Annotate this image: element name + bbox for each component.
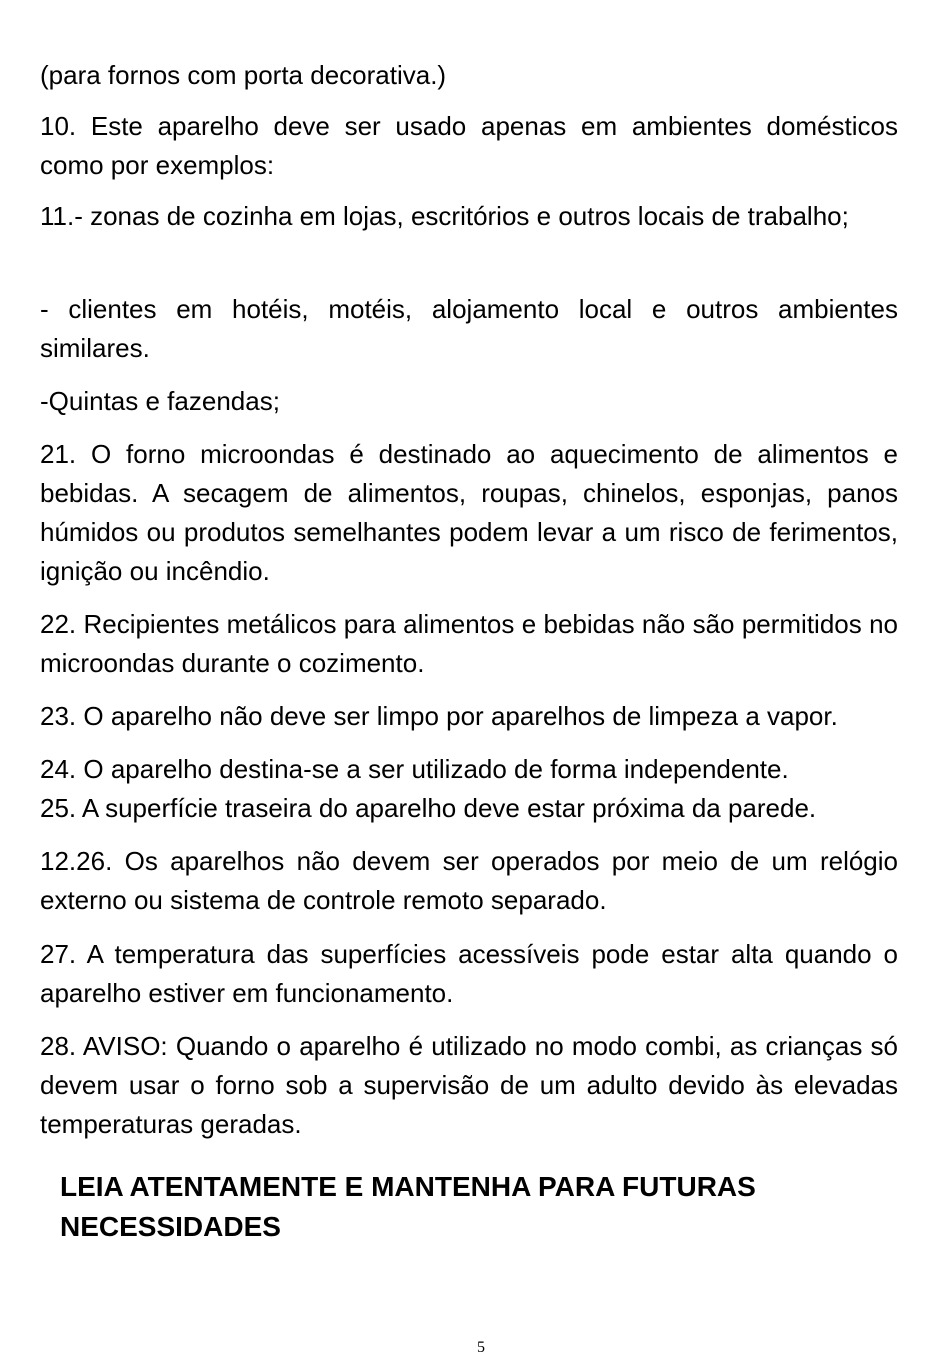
- paragraph-item-22: 22. Recipientes metálicos para alimentos e bebidas não são permitidos no microondas durante o cozimento.: [40, 609, 898, 678]
- paragraph-item-10: 10. Este aparelho deve ser usado apenas em ambientes domésticos como por exemplos:: [40, 111, 898, 180]
- paragraph-item-24: 24. O aparelho destina-se a ser utilizado de forma independente.: [40, 754, 789, 784]
- paragraph-item-23: 23. O aparelho não deve ser limpo por aparelhos de limpeza a vapor.: [40, 701, 838, 731]
- paragraph-item-26: 12.26. Os aparelhos não devem ser operados por meio de um relógio externo ou sistema de controle remoto separado.: [40, 846, 898, 915]
- page-number: 5: [477, 1339, 485, 1356]
- paragraph-hotel-clients: - clientes em hotéis, motéis, alojamento local e outros ambientes similares.: [40, 294, 898, 363]
- paragraph-decorative-door-note: (para fornos com porta decorativa.): [40, 60, 447, 90]
- paragraph-farms: -Quintas e fazendas;: [40, 386, 280, 416]
- read-carefully-heading: LEIA ATENTAMENTE E MANTENHA PARA FUTURAS NECESSIDADES: [60, 1171, 756, 1242]
- paragraph-item-21: 21. O forno microondas é destinado ao aquecimento de alimentos e bebidas. A secagem de alimentos, roupas, chinelos, esponjas, panos húmidos ou produtos semelhantes podem levar a um risco de ferimentos, ignição ou incêndio.: [40, 439, 898, 586]
- paragraph-item-25: 25. A superfície traseira do aparelho deve estar próxima da parede.: [40, 793, 817, 823]
- paragraph-item-28-warning: 28. AVISO: Quando o aparelho é utilizado no modo combi, as crianças só devem usar o forno sob a supervisão de um adulto devido às elevadas temperaturas geradas.: [40, 1031, 898, 1139]
- paragraph-item-11: 11.- zonas de cozinha em lojas, escritórios e outros locais de trabalho;: [40, 201, 849, 231]
- paragraph-item-27: 27. A temperatura das superfícies acessíveis pode estar alta quando o aparelho estiver em funcionamento.: [40, 939, 898, 1008]
